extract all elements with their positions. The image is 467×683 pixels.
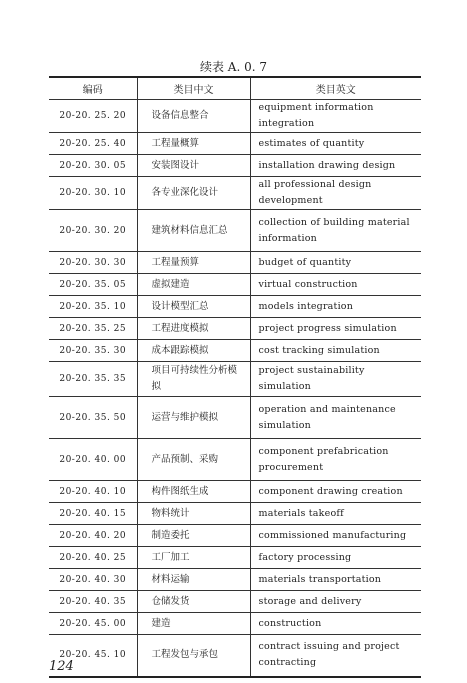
row-english: materials transportation bbox=[250, 569, 421, 591]
classification-table bbox=[49, 76, 421, 678]
row-chinese: 项目可持续性分析模拟 bbox=[137, 362, 250, 397]
row-chinese: 运营与维护模拟 bbox=[137, 397, 250, 439]
table-row bbox=[49, 100, 421, 133]
row-chinese: 建造 bbox=[137, 613, 250, 635]
table-row bbox=[49, 503, 421, 525]
row-english: commissioned manufacturing bbox=[250, 525, 421, 547]
row-code: 20-20. 40. 10 bbox=[49, 481, 137, 503]
row-code: 20-20. 30. 05 bbox=[49, 155, 137, 177]
row-english: budget of quantity bbox=[250, 252, 421, 274]
row-english: component drawing creation bbox=[250, 481, 421, 503]
row-code: 20-20. 40. 00 bbox=[49, 439, 137, 481]
table-row bbox=[49, 439, 421, 481]
row-code: 20-20. 40. 25 bbox=[49, 547, 137, 569]
table-row bbox=[49, 569, 421, 591]
table-row bbox=[49, 210, 421, 252]
header-chinese: 类目中文 bbox=[137, 77, 250, 100]
table-row bbox=[49, 133, 421, 155]
row-english: operation and maintenance simulation bbox=[250, 397, 421, 439]
table-row bbox=[49, 155, 421, 177]
table-caption: 续表 A. 0. 7 bbox=[199, 60, 267, 74]
row-code: 20-20. 35. 25 bbox=[49, 318, 137, 340]
row-english: models integration bbox=[250, 296, 421, 318]
row-chinese: 工程发包与承包 bbox=[137, 635, 250, 677]
row-chinese: 各专业深化设计 bbox=[137, 177, 250, 210]
table-row bbox=[49, 362, 421, 397]
row-chinese: 材料运输 bbox=[137, 569, 250, 591]
table-header-row bbox=[49, 77, 421, 100]
table-row bbox=[49, 274, 421, 296]
row-english: component prefabrication procurement bbox=[250, 439, 421, 481]
row-english: project sustainability simulation bbox=[250, 362, 421, 397]
page-number: 124 bbox=[49, 659, 74, 674]
row-english: installation drawing design bbox=[250, 155, 421, 177]
row-english: materials takeoff bbox=[250, 503, 421, 525]
row-english: cost tracking simulation bbox=[250, 340, 421, 362]
table-row bbox=[49, 177, 421, 210]
row-english: virtual construction bbox=[250, 274, 421, 296]
table-row bbox=[49, 318, 421, 340]
row-chinese: 虚拟建造 bbox=[137, 274, 250, 296]
table-row bbox=[49, 481, 421, 503]
row-code: 20-20. 40. 30 bbox=[49, 569, 137, 591]
table-row bbox=[49, 635, 421, 677]
row-code: 20-20. 40. 35 bbox=[49, 591, 137, 613]
table-body bbox=[49, 100, 421, 677]
row-chinese: 成本跟踪模拟 bbox=[137, 340, 250, 362]
row-english: project progress simulation bbox=[250, 318, 421, 340]
table-row bbox=[49, 296, 421, 318]
row-code: 20-20. 30. 20 bbox=[49, 210, 137, 252]
row-code: 20-20. 45. 00 bbox=[49, 613, 137, 635]
row-english: contract issuing and project contracting bbox=[250, 635, 421, 677]
row-code: 20-20. 35. 50 bbox=[49, 397, 137, 439]
table-row bbox=[49, 525, 421, 547]
row-english: collection of building material information bbox=[250, 210, 421, 252]
table-row bbox=[49, 591, 421, 613]
row-chinese: 工程量概算 bbox=[137, 133, 250, 155]
header-code: 编码 bbox=[49, 77, 137, 100]
row-chinese: 构件图纸生成 bbox=[137, 481, 250, 503]
row-english: construction bbox=[250, 613, 421, 635]
row-chinese: 仓储发货 bbox=[137, 591, 250, 613]
row-chinese: 建筑材料信息汇总 bbox=[137, 210, 250, 252]
row-english: factory processing bbox=[250, 547, 421, 569]
header-english: 类目英文 bbox=[250, 77, 421, 100]
row-english: estimates of quantity bbox=[250, 133, 421, 155]
row-english: equipment information integration bbox=[250, 100, 421, 133]
row-chinese: 工程进度模拟 bbox=[137, 318, 250, 340]
row-code: 20-20. 35. 30 bbox=[49, 340, 137, 362]
row-code: 20-20. 45. 10 bbox=[49, 635, 137, 677]
row-chinese: 设计模型汇总 bbox=[137, 296, 250, 318]
row-code: 20-20. 30. 30 bbox=[49, 252, 137, 274]
table-row bbox=[49, 340, 421, 362]
table-row bbox=[49, 252, 421, 274]
row-code: 20-20. 40. 20 bbox=[49, 525, 137, 547]
row-code: 20-20. 30. 10 bbox=[49, 177, 137, 210]
row-code: 20-20. 40. 15 bbox=[49, 503, 137, 525]
row-chinese: 制造委托 bbox=[137, 525, 250, 547]
row-code: 20-20. 35. 35 bbox=[49, 362, 137, 397]
row-english: all professional design development bbox=[250, 177, 421, 210]
row-chinese: 安装图设计 bbox=[137, 155, 250, 177]
row-english: storage and delivery bbox=[250, 591, 421, 613]
row-chinese: 设备信息整合 bbox=[137, 100, 250, 133]
row-chinese: 物料统计 bbox=[137, 503, 250, 525]
table-row bbox=[49, 613, 421, 635]
table-row bbox=[49, 547, 421, 569]
row-code: 20-20. 35. 10 bbox=[49, 296, 137, 318]
row-code: 20-20. 35. 05 bbox=[49, 274, 137, 296]
table-row bbox=[49, 397, 421, 439]
row-code: 20-20. 25. 40 bbox=[49, 133, 137, 155]
row-code: 20-20. 25. 20 bbox=[49, 100, 137, 133]
row-chinese: 工程量预算 bbox=[137, 252, 250, 274]
row-chinese: 产品预制、采购 bbox=[137, 439, 250, 481]
row-chinese: 工厂加工 bbox=[137, 547, 250, 569]
